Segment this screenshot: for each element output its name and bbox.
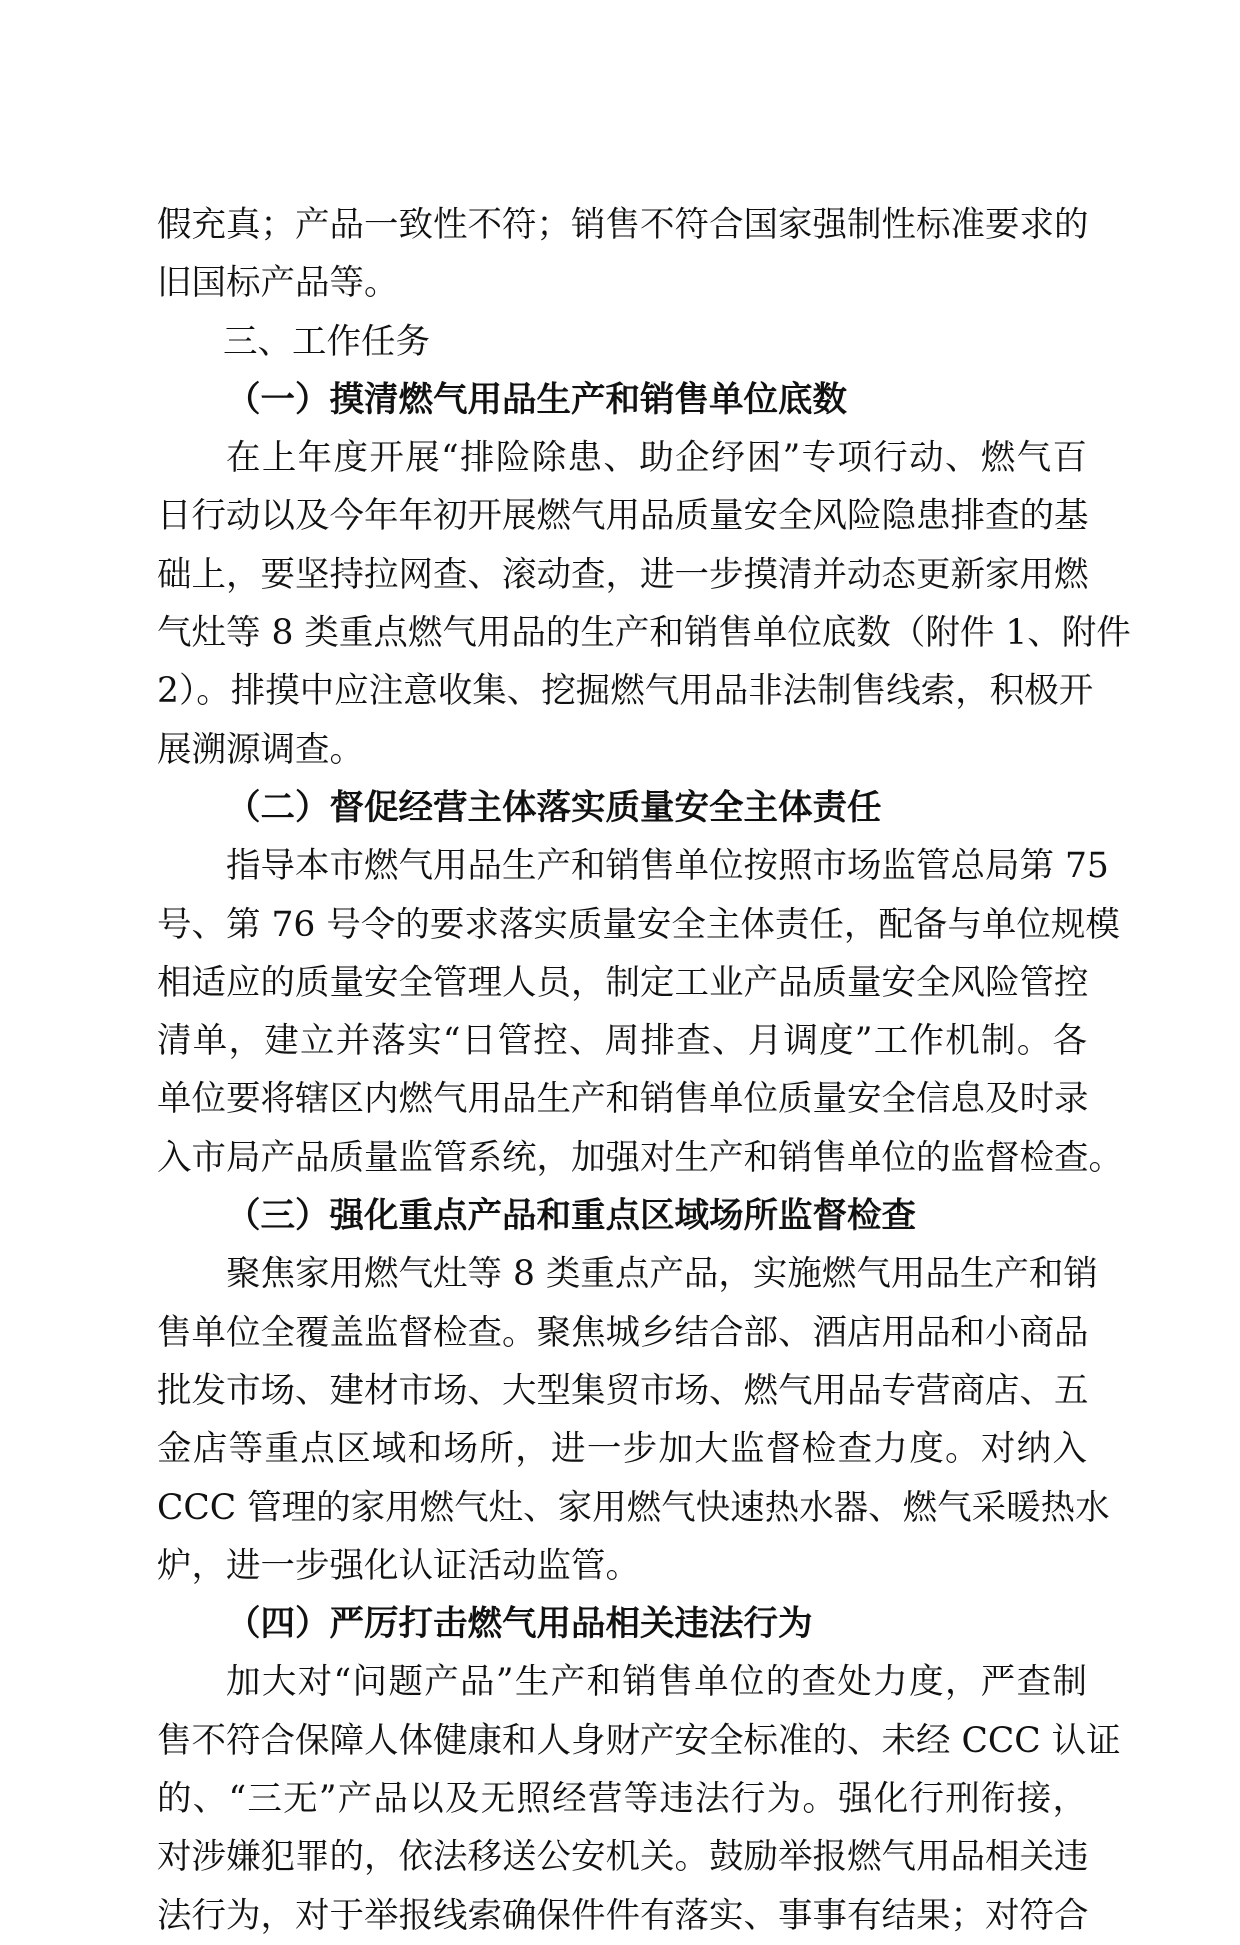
body-line: 对涉嫌犯罪的，依法移送公安机关。鼓励举报燃气用品相关违 [157, 1837, 1089, 1878]
body-line: 的、“三无”产品以及无照经营等违法行为。强化行刑衔接， [157, 1779, 1087, 1820]
body-line: 单位要将辖区内燃气用品生产和销售单位质量安全信息及时录 [157, 1079, 1089, 1120]
body-line: 售不符合保障人体健康和人身财产安全标准的、未经 CCC 认证 [157, 1720, 1121, 1761]
body-line: CCC 管理的家用燃气灶、家用燃气快速热水器、燃气采暖热水 [157, 1487, 1110, 1528]
body-line: 清单，建立并落实“日管控、周排查、月调度”工作机制。各 [157, 1021, 1087, 1062]
body-line: 假充真；产品一致性不符；销售不符合国家强制性标准要求的 [157, 205, 1089, 245]
body-line: 聚焦家用燃气灶等 8 类重点产品，实施燃气用品生产和销 [226, 1254, 1098, 1295]
body-line: 气灶等 8 类重点燃气用品的生产和销售单位底数（附件 1、附件 [157, 613, 1131, 654]
body-line: 入市局产品质量监管系统，加强对生产和销售单位的监督检查。 [157, 1137, 1123, 1178]
body-line: 加大对“问题产品”生产和销售单位的查处力度，严查制 [226, 1662, 1087, 1703]
subsection-heading: （一）摸清燃气用品生产和销售单位底数 [226, 379, 847, 420]
body-line: 售单位全覆盖监督检查。聚焦城乡结合部、酒店用品和小商品 [157, 1312, 1089, 1353]
body-line: 指导本市燃气用品生产和销售单位按照市场监管总局第 75 [226, 846, 1109, 887]
subsection-heading: （二）督促经营主体落实质量安全主体责任 [226, 787, 882, 828]
subsection-heading: （三）强化重点产品和重点区域场所监督检查 [226, 1196, 916, 1237]
body-line: 在上年度开展“排险除患、助企纾困”专项行动、燃气百 [226, 438, 1087, 479]
body-line: 批发市场、建材市场、大型集贸市场、燃气用品专营商店、五 [157, 1370, 1089, 1411]
body-line: 旧国标产品等。 [157, 263, 399, 304]
body-line: 日行动以及今年年初开展燃气用品质量安全风险隐患排查的基 [157, 496, 1089, 537]
body-line: 2）。排摸中应注意收集、挖掘燃气用品非法制售线索，积极开 [157, 671, 1094, 712]
body-line: 金店等重点区域和场所，进一步加大监督检查力度。对纳入 [157, 1429, 1087, 1470]
body-line: 相适应的质量安全管理人员，制定工业产品质量安全风险管控 [157, 962, 1089, 1003]
body-line: 法行为，对于举报线索确保件件有落实、事事有结果；对符合 [157, 1895, 1089, 1936]
body-line: 础上，要坚持拉网查、滚动查，进一步摸清并动态更新家用燃 [157, 554, 1089, 595]
section-heading: 三、工作任务 [223, 321, 430, 362]
body-line: 炉，进一步强化认证活动监管。 [157, 1545, 640, 1586]
body-line: 号、第 76 号令的要求落实质量安全主体责任，配备与单位规模 [157, 904, 1120, 945]
body-line: 展溯源调查。 [157, 729, 364, 770]
document-body [157, 196, 1131, 1945]
subsection-heading: （四）严厉打击燃气用品相关违法行为 [226, 1604, 813, 1645]
